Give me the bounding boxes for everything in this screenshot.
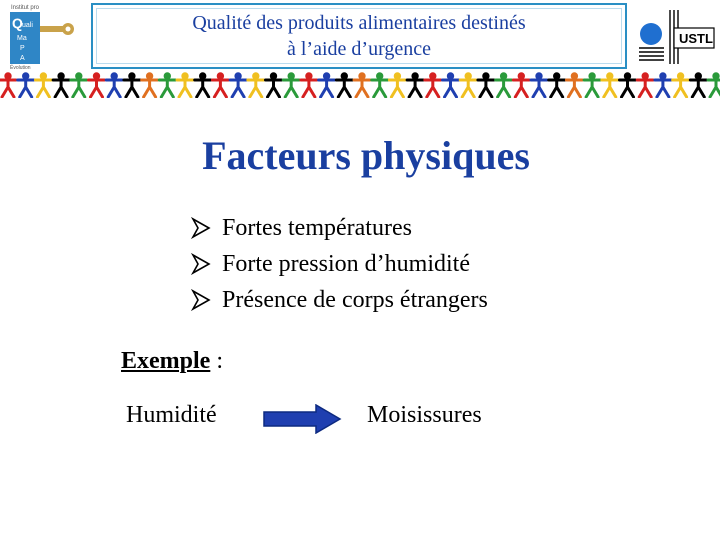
person-figure-icon <box>212 73 228 97</box>
header-title-box <box>91 3 627 69</box>
person-figure-icon <box>53 73 69 97</box>
person-figure-icon <box>566 73 582 97</box>
slide-heading: Facteurs physiques <box>202 133 530 178</box>
person-figure-icon <box>0 73 16 97</box>
person-figure-icon <box>18 73 34 97</box>
people-border-strip <box>0 72 720 98</box>
person-figure-icon <box>478 73 494 97</box>
person-figure-icon <box>655 73 671 97</box>
svg-text:Évolution: Évolution <box>10 65 31 70</box>
arrow-bullet-icon <box>190 253 212 275</box>
person-figure-icon <box>602 73 618 97</box>
person-figure-icon <box>531 73 547 97</box>
person-figure-icon <box>690 73 706 97</box>
svg-text:Ma: Ma <box>17 35 27 42</box>
person-figure-icon <box>230 73 246 97</box>
person-figure-icon <box>407 73 423 97</box>
person-figure-icon <box>549 73 565 97</box>
effect-text: Moisissures <box>367 402 482 428</box>
example-colon: : <box>210 348 223 374</box>
bullet-item <box>190 210 488 246</box>
cause-text: Humidité <box>126 402 217 428</box>
bullet-text: Forte pression d’humidité <box>222 251 470 277</box>
right-arrow-icon <box>262 404 342 434</box>
person-figure-icon <box>460 73 476 97</box>
person-figure-icon <box>89 73 105 97</box>
person-figure-icon <box>71 73 87 97</box>
person-figure-icon <box>283 73 299 97</box>
bullet-text: Présence de corps étrangers <box>222 287 488 313</box>
person-figure-icon <box>159 73 175 97</box>
svg-text:uali: uali <box>22 22 33 29</box>
person-figure-icon <box>142 73 158 97</box>
person-figure-icon <box>513 73 529 97</box>
svg-text:USTL: USTL <box>679 31 713 46</box>
person-figure-icon <box>106 73 122 97</box>
bullet-text: Fortes températures <box>222 215 412 241</box>
person-figure-icon <box>673 73 689 97</box>
person-figure-icon <box>425 73 441 97</box>
example-line <box>121 348 223 375</box>
bullet-item <box>190 246 488 282</box>
svg-text:A: A <box>20 55 25 62</box>
qualimapa-logo-icon <box>8 2 76 70</box>
person-figure-icon <box>248 73 264 97</box>
person-figure-icon <box>389 73 405 97</box>
svg-text:P: P <box>20 45 25 52</box>
arrow-bullet-icon <box>190 217 212 239</box>
person-figure-icon <box>620 73 636 97</box>
person-figure-icon <box>496 73 512 97</box>
person-figure-icon <box>443 73 459 97</box>
person-figure-icon <box>372 73 388 97</box>
person-figure-icon <box>266 73 282 97</box>
person-figure-icon <box>124 73 140 97</box>
person-figure-icon <box>195 73 211 97</box>
example-label: Exemple <box>121 348 211 374</box>
person-figure-icon <box>637 73 653 97</box>
person-figure-icon <box>354 73 370 97</box>
person-figure-icon <box>336 73 352 97</box>
arrow-bullet-icon <box>190 289 212 311</box>
person-figure-icon <box>708 73 720 97</box>
person-figure-icon <box>319 73 335 97</box>
svg-text:Q: Q <box>12 15 23 31</box>
header-title-line-1: Qualité des produits alimentaires destinés <box>192 12 526 34</box>
header-title-line-2: à l’aide d’urgence <box>287 38 431 60</box>
bullet-list <box>190 210 488 318</box>
person-figure-icon <box>584 73 600 97</box>
person-figure-icon <box>177 73 193 97</box>
ustl-logo-icon <box>634 4 716 68</box>
person-figure-icon <box>301 73 317 97</box>
person-figure-icon <box>35 73 51 97</box>
svg-text:Institut pro: Institut pro <box>11 5 40 11</box>
bullet-item <box>190 282 488 318</box>
